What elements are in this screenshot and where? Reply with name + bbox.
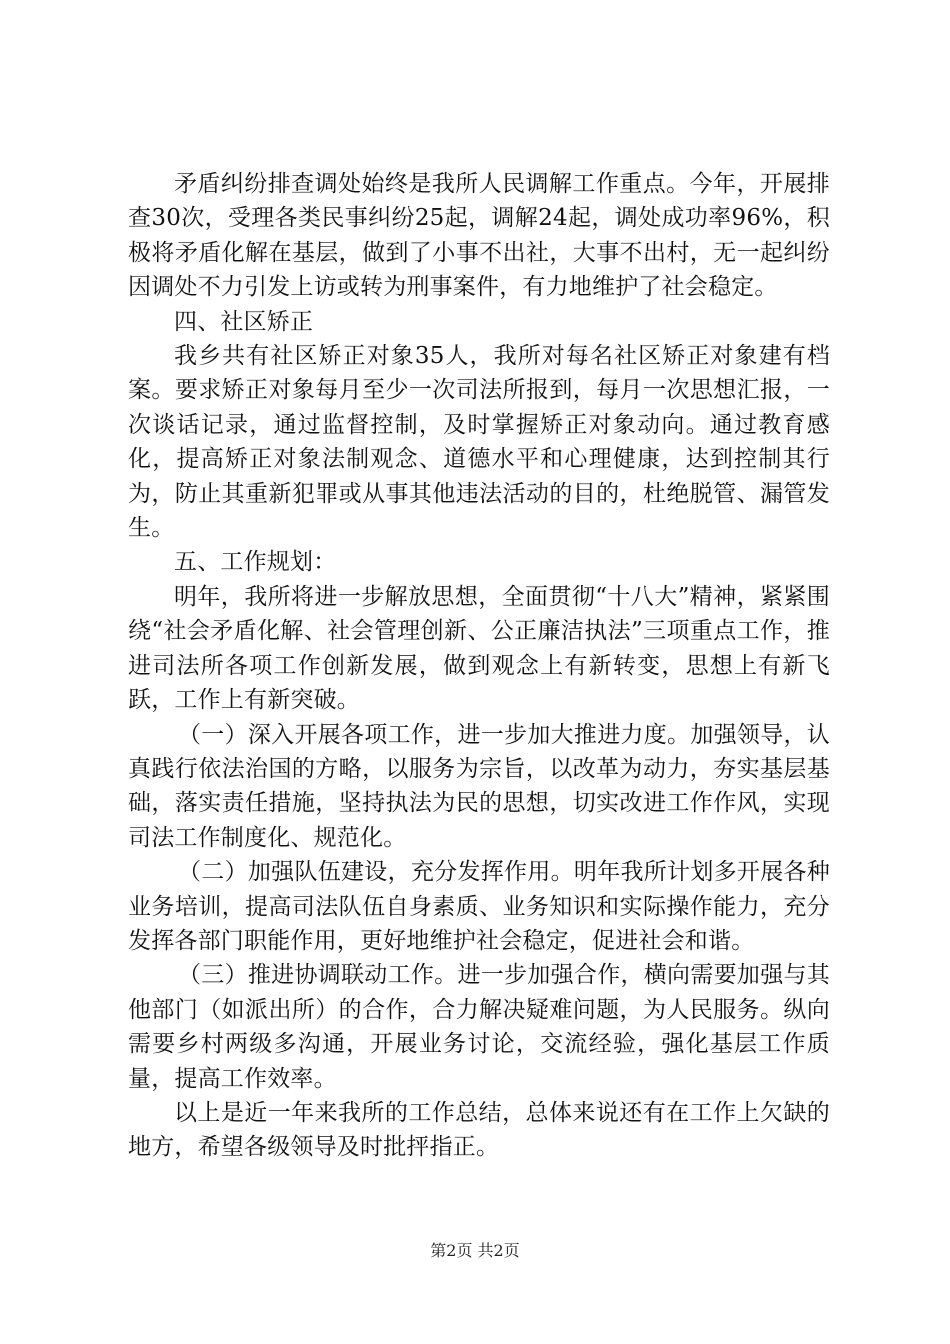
paragraph-mediation: 矛盾纠纷排查调处始终是我所人民调解工作重点。今年，开展排查30次，受理各类民事纠纷25起，调解24起，调处成功率96%，积极将矛盾化解在基层，做到了小事不出社，大事不出村，无一起纠纷因调处不力引发上访或转为刑事案件，有力地维护了社会稳定。: [128, 171, 830, 301]
section-heading-work-plan: 五、工作规划：: [174, 549, 337, 576]
document-body: [128, 167, 830, 1165]
paragraph-conclusion: 以上是近一年来我所的工作总结，总体来说还有在工作上欠缺的地方，希望各级领导及时批抨指正。: [128, 1099, 830, 1161]
page-number-footer: 第2页 共2页: [430, 1241, 520, 1260]
paragraph-plan-item-3: （三）推进协调联动工作。进一步加强合作，横向需要加强与其他部门（如派出所）的合作，合力解决疑难问题，为人民服务。纵向需要乡村两级多沟通，开展业务讨论，交流经验，强化基层工作质量，提高工作效率。: [128, 962, 830, 1092]
section-heading-community-correction: 四、社区矫正: [174, 308, 314, 335]
paragraph-community-correction: 我乡共有社区矫正对象35人，我所对每名社区矫正对象建有档案。要求矫正对象每月至少一次司法所报到，每月一次思想汇报，一次谈话记录，通过监督控制，及时掌握矫正对象动向。通过教育感化，提高矫正对象法制观念、道德水平和心理健康，达到控制其行为，防止其重新犯罪或从事其他违法活动的目的，杜绝脱管、漏管发生。: [128, 343, 830, 542]
paragraph-work-plan-intro: 明年，我所将进一步解放思想，全面贯彻“十八大”精神，紧紧围绕“社会矛盾化解、社会管理创新、公正廉洁执法”三项重点工作，推进司法所各项工作创新发展，做到观念上有新转变，思想上有新飞跃，工作上有新突破。: [128, 583, 830, 714]
paragraph-plan-item-1: （一）深入开展各项工作，进一步加大推进力度。加强领导，认真践行依法治国的方略，以服务为宗旨，以改革为动力，夯实基层基础，落实责任措施，坚持执法为民的思想，切实改进工作作风，实现司法工作制度化、规范化。: [128, 721, 830, 851]
paragraph-plan-item-2: （二）加强队伍建设，充分发挥作用。明年我所计划多开展各种业务培训，提高司法队伍自身素质、业务知识和实际操作能力，充分发挥各部门职能作用，更好地维护社会稳定，促进社会和谐。: [128, 859, 830, 954]
